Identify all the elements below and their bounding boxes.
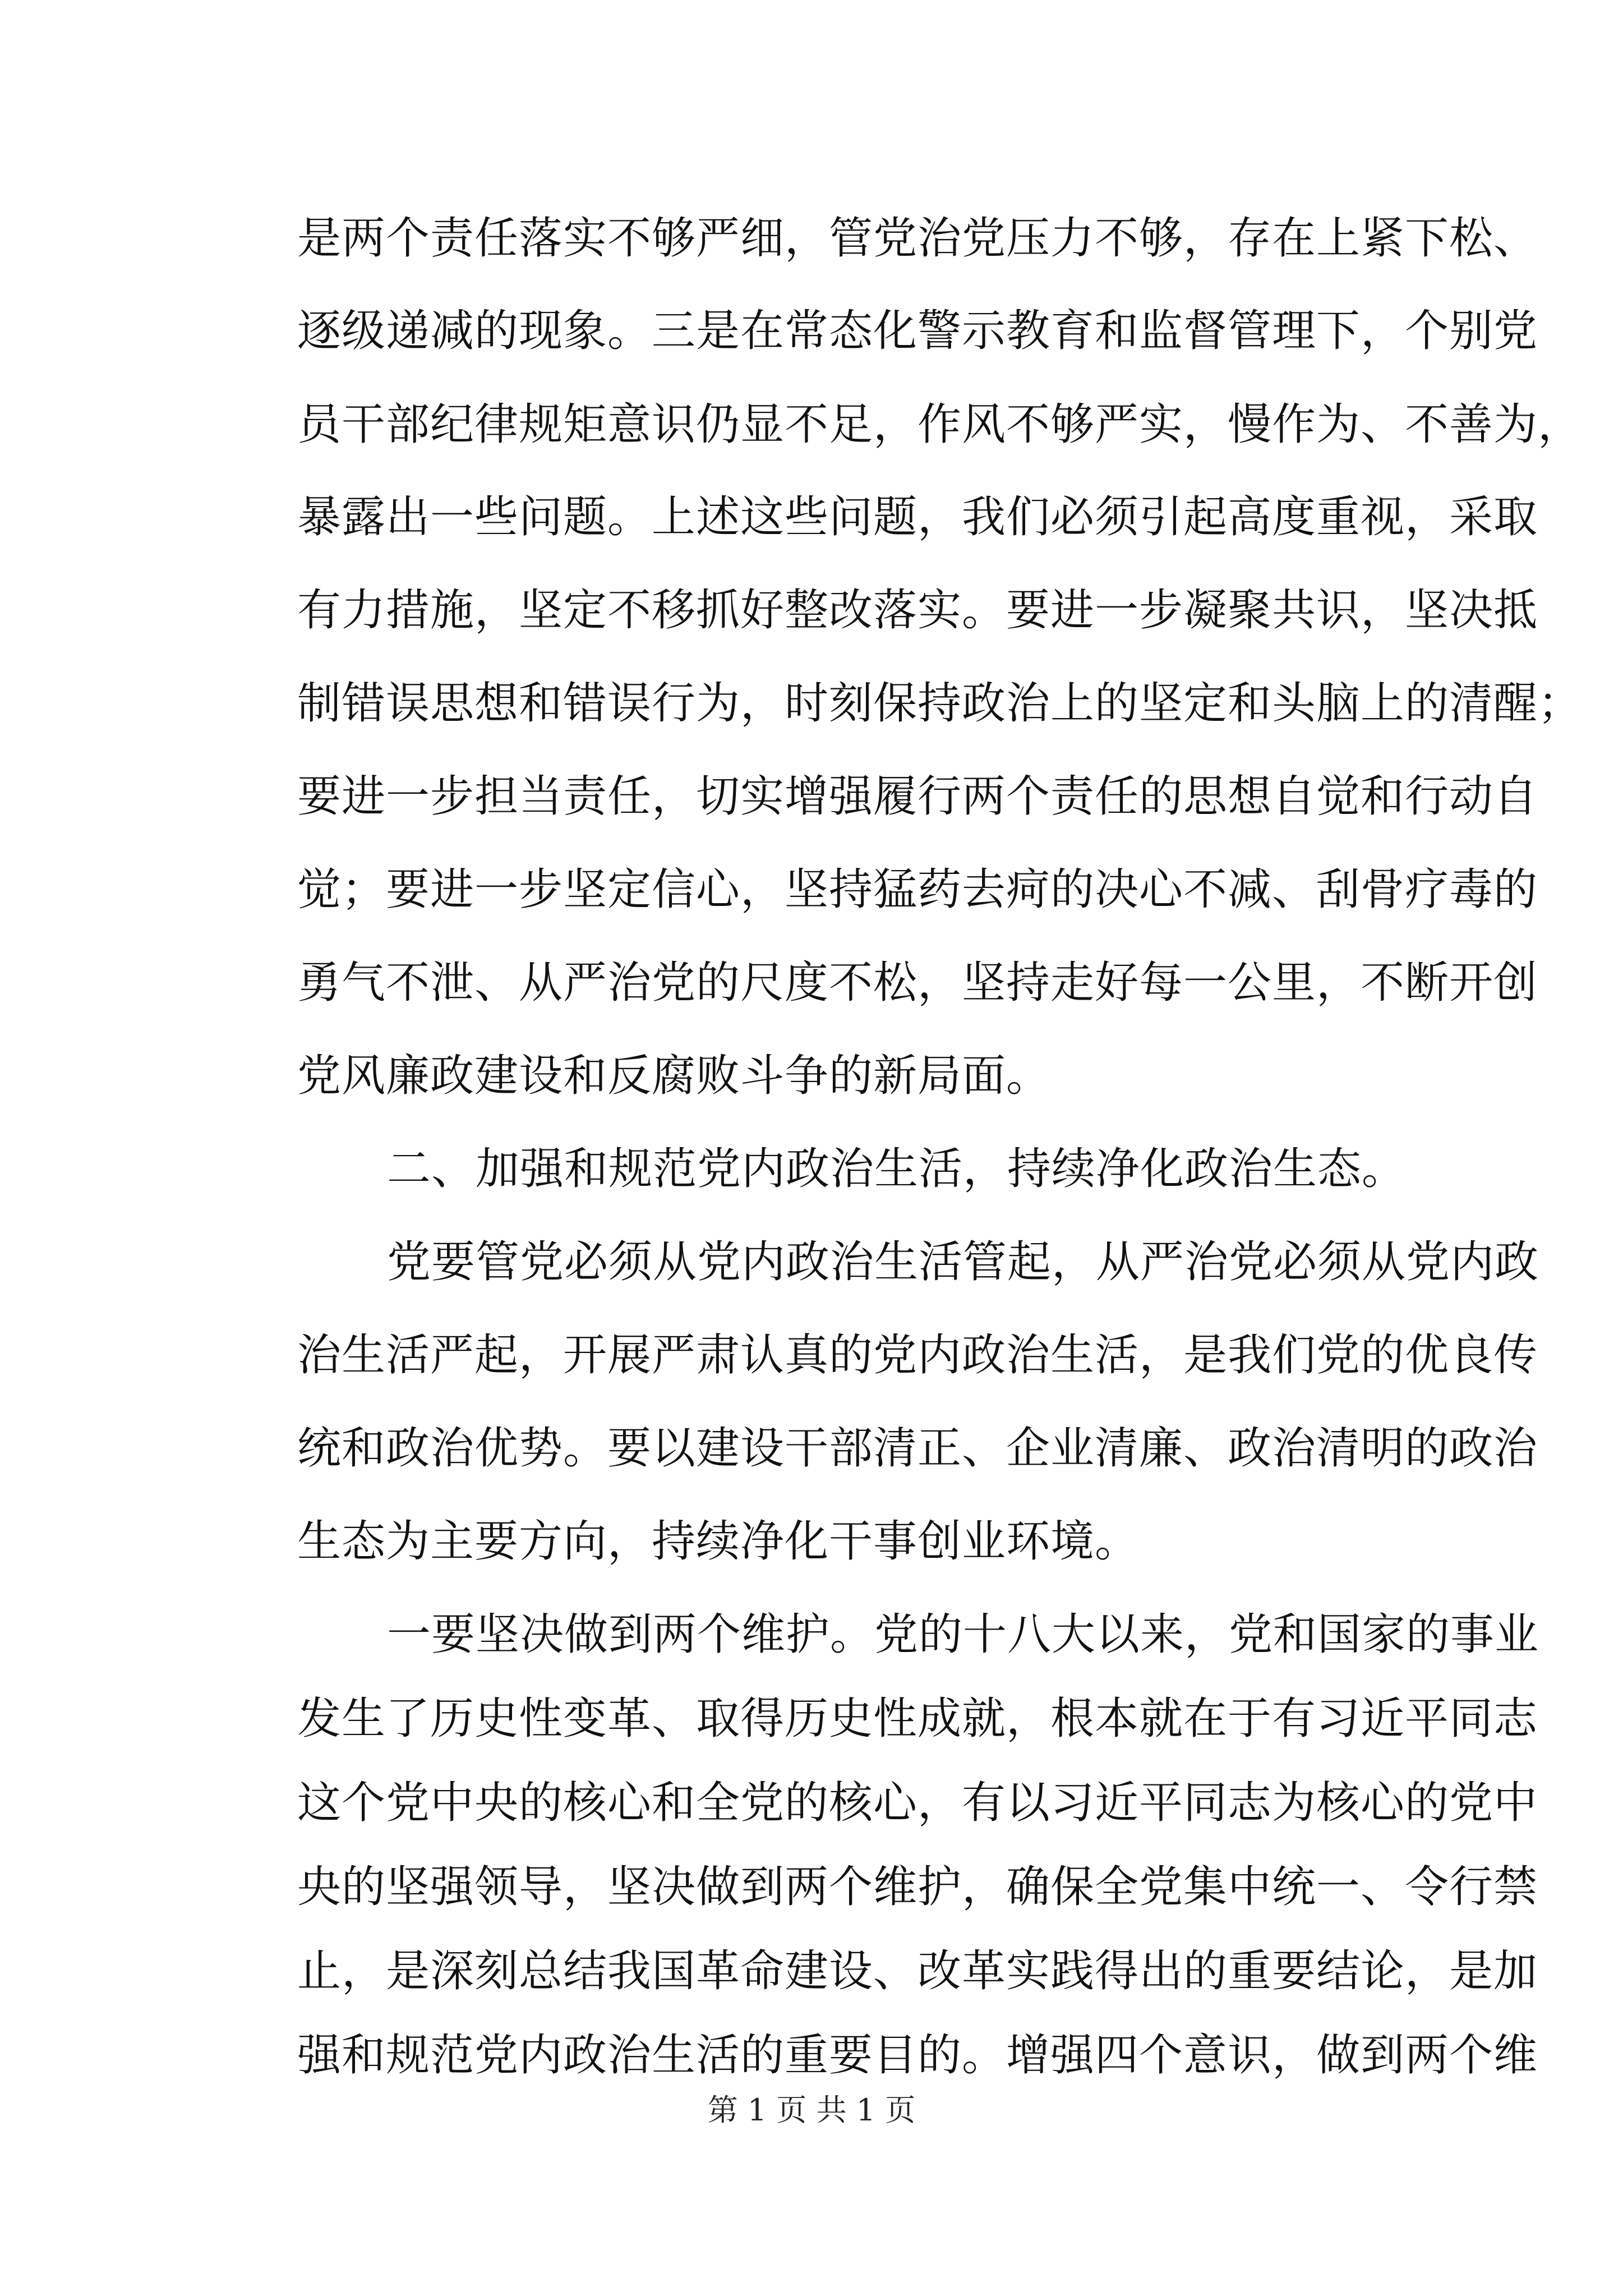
paragraph-line: 员干部纪律规矩意识仍显不足，作风不够严实，慢作为、不善为，	[297, 399, 1583, 450]
paragraph-line: 治生活严起，开展严肃认真的党内政治生活，是我们党的优良传	[297, 1330, 1538, 1381]
paragraph-line: 觉；要进一步坚定信心，坚持猛药去疴的决心不减、刮骨疗毒的	[297, 864, 1538, 915]
page-number-footer: 第 1 页 共 1 页	[707, 2092, 916, 2128]
paragraph-line: 一要坚决做到两个维护。党的十八大以来，党和国家的事业	[387, 1609, 1539, 1660]
paragraph-line: 党风廉政建设和反腐败斗争的新局面。	[297, 1051, 1051, 1101]
paragraph-line: 党要管党必须从党内政治生活管起，从严治党必须从党内政	[387, 1237, 1539, 1287]
paragraph-line: 暴露出一些问题。上述这些问题，我们必须引起高度重视，采取	[297, 492, 1538, 542]
paragraph-line: 发生了历史性变革、取得历史性成就，根本就在于有习近平同志	[297, 1694, 1538, 1744]
paragraph-line: 统和政治优势。要以建设干部清正、企业清廉、政治清明的政治	[297, 1423, 1538, 1474]
paragraph-line: 逐级递减的现象。三是在常态化警示教育和监督管理下，个别党	[297, 306, 1538, 356]
paragraph-line: 勇气不泄、从严治党的尺度不松，坚持走好每一公里，不断开创	[297, 958, 1538, 1008]
paragraph-line: 生态为主要方向，持续净化干事创业环境。	[297, 1516, 1140, 1567]
paragraph-line: 是两个责任落实不够严细，管党治党压力不够，存在上紧下松、	[297, 213, 1538, 264]
paragraph-line: 制错误思想和错误行为，时刻保持政治上的坚定和头脑上的清醒；	[297, 678, 1583, 729]
paragraph-line: 央的坚强领导，坚决做到两个维护，确保全党集中统一、令行禁	[297, 1862, 1538, 1912]
section-heading: 二、加强和规范党内政治生活，持续净化政治生态。	[387, 1144, 1407, 1194]
paragraph-line: 止，是深刻总结我国革命建设、改革实践得出的重要结论，是加	[297, 1946, 1538, 1996]
paragraph-line: 要进一步担当责任，切实增强履行两个责任的思想自觉和行动自	[297, 771, 1538, 822]
paragraph-line: 有力措施，坚定不移抓好整改落实。要进一步凝聚共识，坚决抵	[297, 585, 1538, 636]
paragraph-line: 这个党中央的核心和全党的核心，有以习近平同志为核心的党中	[297, 1778, 1538, 1828]
paragraph-line: 强和规范党内政治生活的重要目的。增强四个意识，做到两个维	[297, 2030, 1538, 2081]
